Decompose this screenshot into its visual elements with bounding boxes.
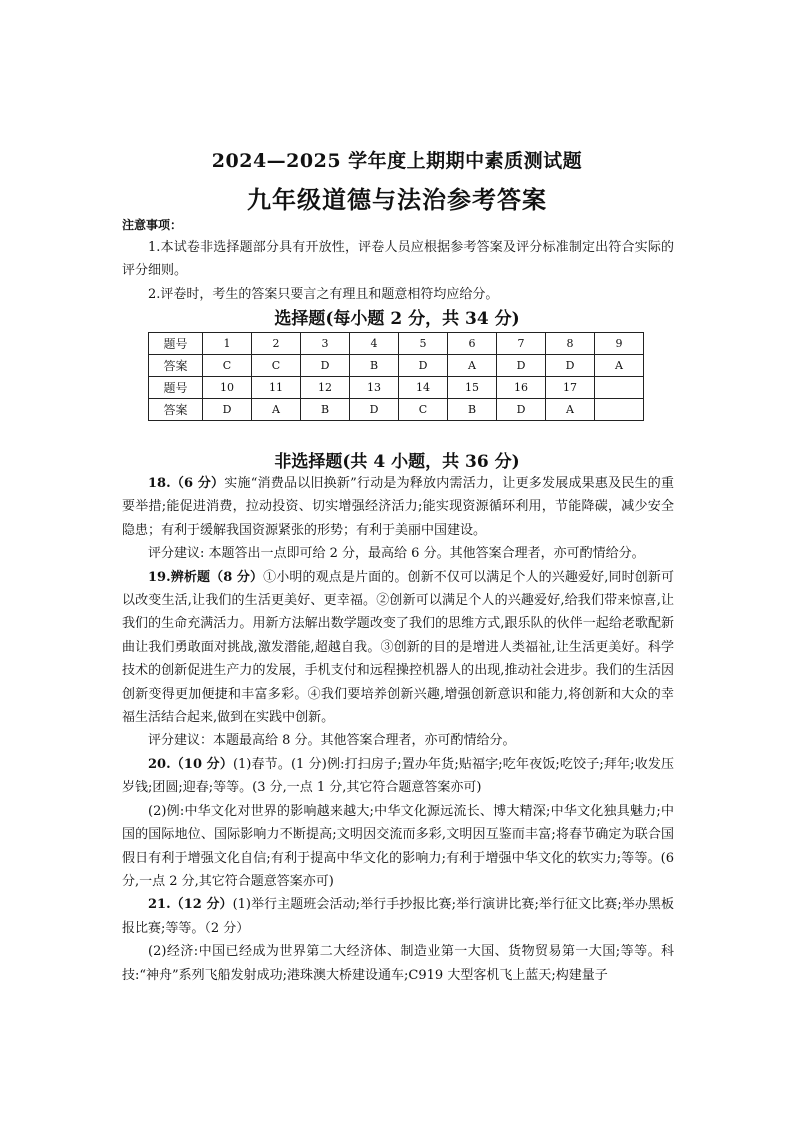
table-cell: 1 [203, 333, 252, 355]
table-cell: D [350, 399, 399, 421]
table-cell: 15 [448, 377, 497, 399]
table-answer-row [149, 399, 644, 421]
q21-text1: (1)举行主题班会活动;举行手抄报比赛;举行演讲比赛;举行征文比赛;举办黑板报比赛;等等。（2 分） [122, 897, 675, 936]
q19-scoring: 评分建议：本题最高给 8 分。其他答案合理者，亦可酌情给分。 [148, 733, 516, 749]
table-row-label: 题号 [149, 333, 203, 355]
q18-scoring: 评分建议: 本题答出一点即可给 2 分，最高给 6 分。其他答案合理者，亦可酌情给分。 [148, 546, 645, 562]
table-cell: 3 [301, 333, 350, 355]
table-cell: 11 [252, 377, 301, 399]
table-cell: 13 [350, 377, 399, 399]
notes-block [122, 236, 674, 306]
exam-title: 2024—2025 学年度上期期中素质测试题 [211, 150, 583, 172]
notes-heading: 注意事项： [122, 218, 183, 232]
q21-label: 21.（12 分） [148, 897, 233, 913]
nonchoice-section-heading: 非选择题(共 4 小题，共 36 分) [274, 452, 520, 472]
q21-answer-part1 [122, 893, 674, 940]
table-cell: 10 [203, 377, 252, 399]
table-cell: D [497, 355, 546, 377]
table-cell: A [448, 355, 497, 377]
table-cell: A [252, 399, 301, 421]
table-number-row [149, 333, 644, 355]
table-cell: 7 [497, 333, 546, 355]
q21-answer-part2: (2)经济:中国已经成为世界第二大经济体、制造业第一大国、货物贸易第一大国;等等。科技:“神舟”系列飞船发射成功;港珠澳大桥建设通车;C919 大型客机飞上蓝天;构建量子 [122, 944, 674, 983]
table-cell: C [203, 355, 252, 377]
table-cell: D [203, 399, 252, 421]
table-cell: D [301, 355, 350, 377]
table-row-label: 题号 [149, 377, 203, 399]
q20-answer-part1 [122, 753, 674, 800]
table-cell: 9 [595, 333, 644, 355]
table-cell: D [546, 355, 595, 377]
nonchoice-answers [122, 472, 674, 987]
table-row-label: 答案 [149, 399, 203, 421]
q20-text1: (1)春节。(1 分)例:打扫房子;置办年货;贴福字;吃年夜饭;吃饺子;拜年;收发压岁钱;团圆;迎春;等等。(3 分,一点 1 分,其它符合题意答案亦可) [122, 756, 674, 796]
table-cell: C [252, 355, 301, 377]
table-cell: A [546, 399, 595, 421]
q20-answer-part2: (2)例:中华文化对世界的影响越来越大;中华文化源远流长、博大精深;中华文化独具魅力;中国的国际地位、国际影响力不断提高;文明因交流而多彩,文明因互鉴而丰富;将春节确定为联合国假日有利于增强文化自信;有利于提高中华文化的影响力;有利于增强中华文化的软实力;等等。(6 分,一点 2 分,其它符合题意答案亦可) [122, 803, 674, 889]
table-cell: A [595, 355, 644, 377]
table-cell: 5 [399, 333, 448, 355]
table-cell: 17 [546, 377, 595, 399]
table-cell: D [497, 399, 546, 421]
table-cell: 8 [546, 333, 595, 355]
table-cell: 4 [350, 333, 399, 355]
table-cell [595, 377, 644, 399]
table-number-row [149, 377, 644, 399]
q19-label: 19.辨析题（8 分） [148, 569, 264, 585]
q18-answer [122, 472, 674, 542]
table-cell: C [399, 399, 448, 421]
note-item-1: 1.本试卷非选择题部分具有开放性，评卷人员应根据参考答案及评分标准制定出符合实际的评分细则。 [122, 240, 674, 279]
answer-key-title: 九年级道德与法治参考答案 [247, 185, 547, 214]
q20-label: 20.（10 分） [148, 756, 233, 772]
table-cell: 12 [301, 377, 350, 399]
note-item-2: 2.评卷时，考生的答案只要言之有理且和题意相符均应给分。 [148, 286, 499, 302]
table-cell: 2 [252, 333, 301, 355]
table-cell: D [399, 355, 448, 377]
table-cell: 14 [399, 377, 448, 399]
choice-answer-table [148, 332, 644, 421]
table-row-label: 答案 [149, 355, 203, 377]
q18-label: 18.（6 分） [148, 476, 225, 491]
table-cell: 16 [497, 377, 546, 399]
table-cell: B [448, 399, 497, 421]
choice-section-heading: 选择题(每小题 2 分，共 34 分) [274, 309, 520, 329]
table-answer-row [149, 355, 644, 377]
table-cell: B [301, 399, 350, 421]
q19-text: ①小明的观点是片面的。创新不仅可以满足个人的兴趣爱好,同时创新可以改变生活,让我们的生活更美好、更幸福。②创新可以满足个人的兴趣爱好,给我们带来惊喜,让我们的生命充满活力。用新方法解出数学题改变了我们的思维方式,跟乐队的伙伴一起给老歌配新曲让我们勇敢面对挑战,激发潜能,超越自我。③创新的目的是增进人类福祉,让生活更美好。科学技术的创新促进生产力的发展，手机支付和远程操控机器人的出现,推动社会进步。我们的生活因创新变得更加便捷和丰富多彩。④我们要培养创新兴趣,增强创新意识和能力,将创新和大众的幸福生活结合起来,做到在实践中创新。 [122, 569, 674, 726]
table-cell: 6 [448, 333, 497, 355]
table-cell [595, 399, 644, 421]
q19-answer [122, 566, 674, 730]
table-cell: B [350, 355, 399, 377]
q18-text: 实施“消费品以旧换新”行动是为释放内需活力，让更多发展成果惠及民生的重要举措;能促进消费，拉动投资、切实增强经济活力;能实现资源循环利用，节能降碳，减少安全隐患；有利于缓解我国资源紧张的形势；有利于美丽中国建设。 [122, 476, 674, 538]
